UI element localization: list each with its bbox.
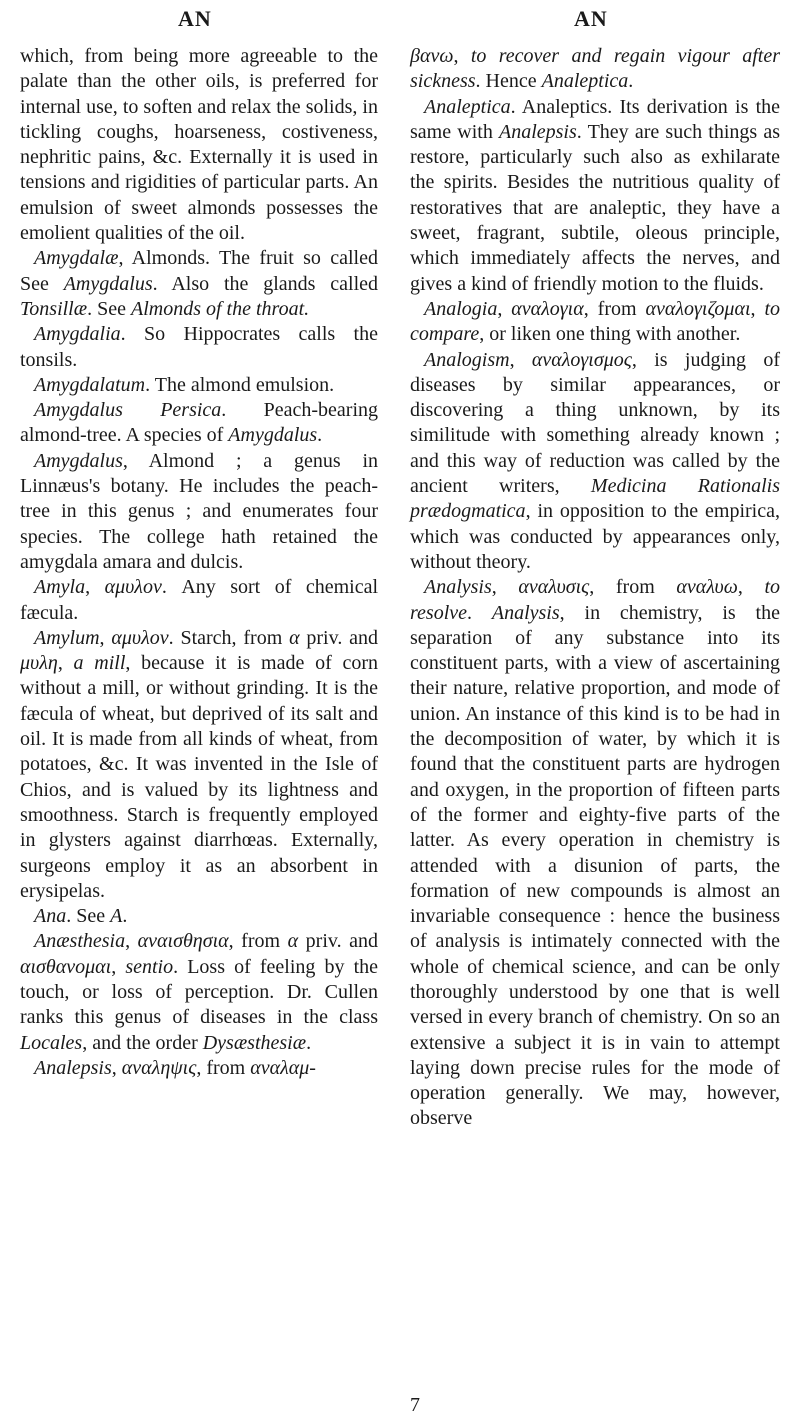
italic-text: Amygdalus Persica (34, 399, 222, 422)
body-text: priv. and (298, 930, 378, 953)
body-text: . So Hippocrates calls the tonsils. (20, 323, 378, 371)
body-text: . The almond emulsion. (145, 373, 335, 396)
body-text: priv. and (299, 626, 379, 649)
dictionary-entry (410, 348, 780, 576)
italic-text: Locales (20, 1031, 83, 1054)
body-text: . (628, 70, 634, 93)
continued-text (20, 44, 378, 246)
italic-text: αναλυω (676, 576, 738, 599)
signature-mark: 7 (410, 1394, 420, 1416)
dictionary-entry (20, 322, 378, 373)
italic-text: Amygdalus (34, 449, 123, 472)
body-text: . Any sort of chemical fæcula. (20, 576, 379, 624)
italic-text: Amyla (34, 576, 86, 599)
italic-text: Analysis (424, 576, 492, 599)
italic-text: Anæsthesia (34, 930, 126, 953)
italic-text: Analepsis (34, 1056, 112, 1079)
italic-text: αισθανομαι (20, 955, 112, 978)
italic-text: Amygdalus (228, 424, 318, 447)
body-text: , in chemistry, is the separation of any substance into its constituent parts, with a view of ascertaining their nature, relative proportion, and mode of union. An instance of this kind is to be had in the decomposition of water, by which it is found that the constituent parts are hydrogen and oxygen, in the proportion of fifteen parts of the former and eighty-five parts of the latter. As every operation in chemistry is attended with a disunion of parts, the formation of new compounds is almost an invariable consequence : hence the business of analysis is intimately connected with the whole of chemical science, and can be only thoroughly understood by one that is well versed in every branch of chemistry. On so an extensive a subject it is in vain to attempt laying down precise rules for the mode of operation generally. We may, however, observe (410, 601, 780, 1130)
dictionary-entry (410, 95, 780, 297)
italic-text: to compare (410, 297, 780, 346)
italic-text: αναλογισμος (531, 348, 632, 371)
body-text: , (453, 45, 471, 67)
italic-text: α (287, 930, 299, 953)
body-text: . (306, 1031, 312, 1054)
italic-text: to resolve (410, 576, 781, 624)
body-text: . (122, 905, 128, 928)
italic-text: Amygdalus (63, 272, 153, 295)
italic-text: a mill (73, 652, 126, 675)
dictionary-entry (20, 1056, 378, 1081)
italic-text: Amygdalæ (34, 247, 119, 270)
italic-text: Dysæsthesiæ (202, 1031, 307, 1054)
body-text: . Peach-bearing almond-tree. A species of (20, 399, 378, 447)
body-text: , (125, 930, 138, 953)
italic-text: μυλη (20, 652, 58, 675)
dictionary-entry (20, 373, 378, 398)
body-text: , because it is made of corn without a mill, or without grinding. It is the fæcula of wheat, but deprived of its salt and oil. It is made from all kinds of wheat, from potatoes, &c. It was invented in the Isle of Chios, and is valued by its lightness and smoothness. Starch is frequently employed in glysters against diarrhœas. Externally, surgeons employ it as an absorbent in erysipelas. (20, 652, 378, 902)
italic-text: βανω (410, 45, 454, 67)
italic-text: Medicina Rationalis prædogmatica (410, 475, 780, 523)
body-text: . They are such things as restore, particularly such also as exhilarate the spirits. Besides the nutritious quality of restoratives that are analeptic, they have a sweet, fragrant, subtile, oleous principle, which immediately affects the nerves, and gives a kind of friendly motion to the fluids. (410, 120, 780, 295)
body-text: , (111, 955, 126, 978)
italic-text: Analogism (424, 348, 510, 371)
italic-text: αναλυσις (518, 576, 590, 599)
italic-text: Analogia (424, 297, 498, 320)
body-text: , from (196, 1056, 251, 1079)
body-text: . See (87, 297, 131, 320)
body-text: , (491, 576, 519, 599)
italic-text: Almonds of the throat. (130, 297, 310, 320)
italic-text: αναληψις (121, 1056, 197, 1079)
italic-text: Amygdalia (34, 323, 121, 346)
dictionary-entry (410, 575, 780, 1132)
body-text: . Also the glands called (152, 272, 378, 295)
italic-text: Amygdalatum (34, 373, 146, 396)
body-text: , (737, 576, 765, 599)
italic-text: Analeptica (541, 70, 629, 93)
body-text: , (85, 576, 105, 599)
body-text: , (111, 1056, 122, 1079)
body-text: , or liken one thing with another. (479, 323, 741, 346)
dictionary-entry (20, 904, 378, 929)
italic-text: αναισθησια (137, 930, 229, 953)
italic-text: Analysis (491, 601, 560, 624)
italic-text: Analeptica (424, 95, 511, 118)
body-text: , from (583, 297, 646, 320)
italic-text: αμυλον (104, 576, 162, 599)
body-text: . (467, 601, 492, 624)
dictionary-entry (20, 398, 378, 449)
italic-text: Tonsillæ (20, 297, 88, 320)
italic-text: α (289, 626, 300, 649)
dictionary-entry (20, 246, 378, 322)
dictionary-entry (20, 626, 378, 904)
dictionary-entry (20, 929, 378, 1055)
italic-text: sentio (125, 955, 174, 978)
italic-text: αναλογιζομαι (645, 297, 751, 320)
italic-text: Ana (34, 905, 67, 928)
right-column (410, 44, 780, 1132)
body-text: , is judging of diseases by similar appearances, or discovering a thing unknown, by its similitude with something already known ; and this way of reduction was called by the ancient writers, (410, 348, 780, 498)
italic-text: αναλαμ- (250, 1056, 316, 1079)
italic-text: Amylum (34, 626, 100, 649)
body-text: , (99, 626, 112, 649)
continued-text (410, 44, 780, 95)
dictionary-entry (20, 449, 378, 575)
body-text: , (509, 348, 532, 371)
italic-text: to recover and regain vigour after sickness (410, 45, 781, 93)
body-text: . Hence (475, 70, 542, 93)
body-text: . (317, 424, 323, 447)
running-head-right: AN (574, 6, 608, 31)
italic-text: A (110, 905, 123, 928)
body-text: , (497, 297, 512, 320)
body-text: , (57, 652, 74, 675)
body-text: , Almonds. The fruit so called See (20, 247, 378, 295)
dictionary-entry (20, 575, 378, 626)
body-text: . Analeptics. Its derivation is the same with (410, 95, 780, 143)
dictionary-entry (410, 297, 780, 348)
body-text: . Loss of feeling by the touch, or loss of perception. Dr. Cullen ranks this genus of diseases in the class (20, 955, 379, 1029)
body-text: , Almond ; a genus in Linnæus's botany. He includes the peach-tree in this genus ; and enumerates four species. The college hath retained the amygdala amara and dulcis. (20, 449, 378, 573)
italic-text: Analepsis (499, 120, 577, 143)
italic-text: αναλογια (511, 297, 584, 320)
body-text: which, from being more agreeable to the palate than the other oils, is preferred for internal use, to soften and relax the solids, in tickling coughs, hoarseness, costiveness, nephritic pains, &c. Externally it is used in tensions and rigidities of particular parts. An emulsion of sweet almonds possesses the emolient qualities of the oil. (20, 45, 378, 245)
body-text: , from (589, 576, 677, 599)
body-text: , in opposition to the empirica, which was conducted by appearances only, without theory. (410, 500, 780, 573)
body-text: , from (228, 930, 288, 953)
running-head-left: AN (178, 6, 212, 31)
body-text: , (750, 297, 765, 320)
italic-text: αμυλον (111, 626, 169, 649)
left-column (20, 44, 378, 1081)
body-text: . See (66, 905, 111, 928)
body-text: , and the order (82, 1031, 203, 1054)
body-text: . Starch, from (168, 626, 290, 649)
